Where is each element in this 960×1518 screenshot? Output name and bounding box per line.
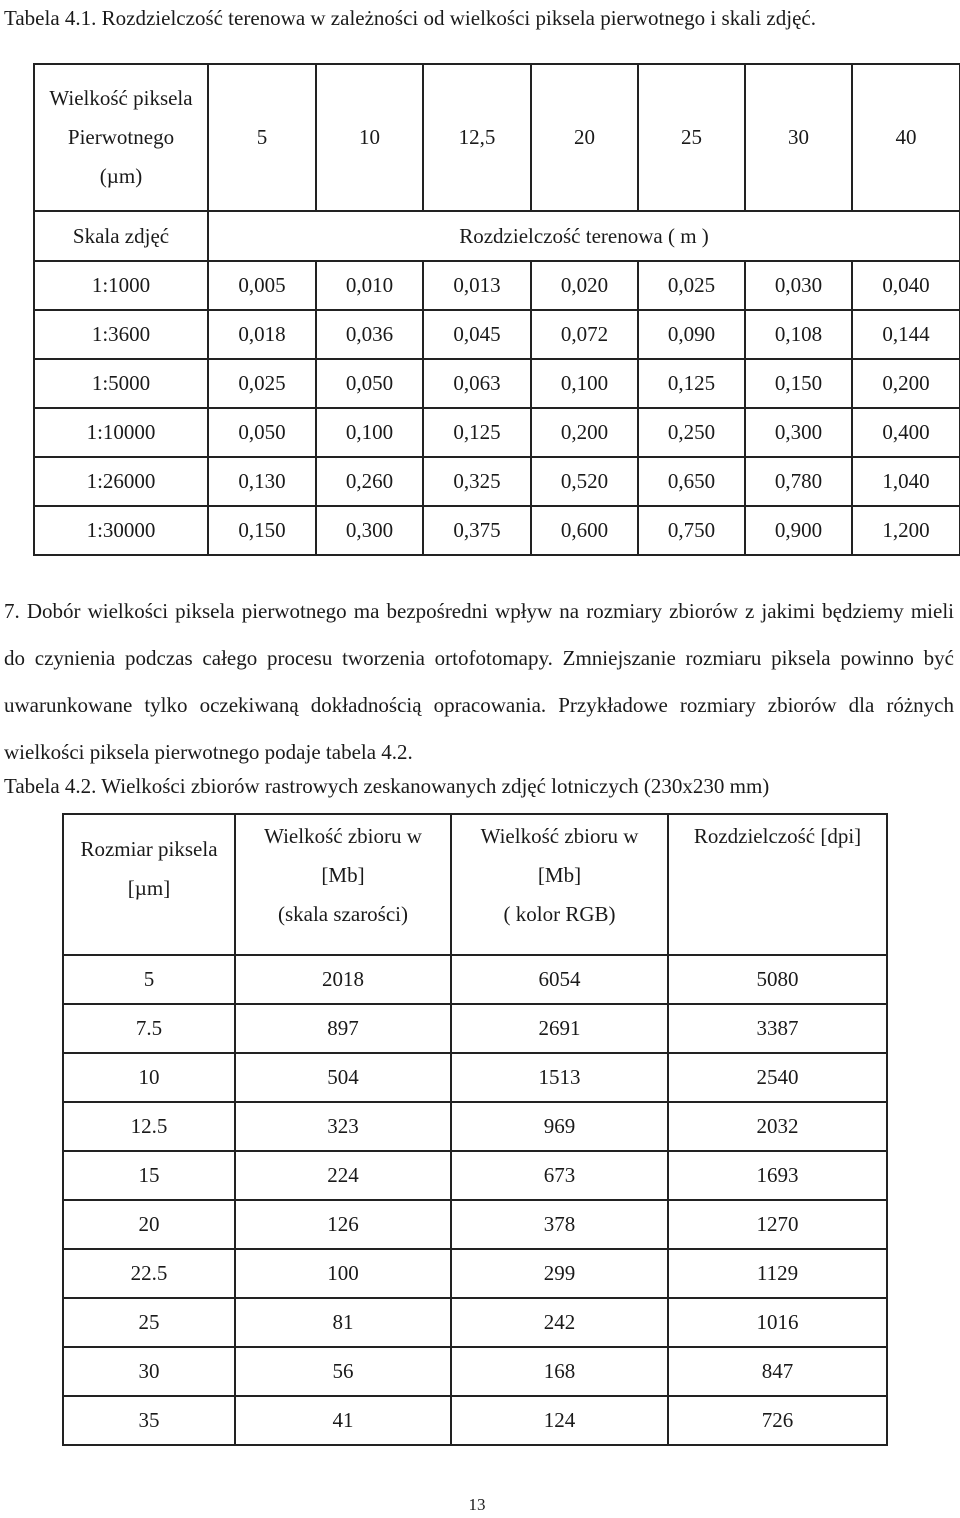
- header-line: Rozmiar piksela: [80, 837, 218, 861]
- pixel-size-label-line: (µm): [99, 164, 143, 188]
- table2-row: [63, 1249, 887, 1298]
- pixel-size-cell: 5: [63, 955, 235, 1004]
- resolution-cell: 0,100: [316, 408, 423, 457]
- resolution-cell: 0,005: [208, 261, 316, 310]
- scale-cell: 1:5000: [34, 359, 208, 408]
- table2-row: [63, 1151, 887, 1200]
- grayscale-size-cell: 41: [235, 1396, 451, 1445]
- table1-body: [34, 261, 960, 555]
- header-pixel-size: [63, 814, 235, 955]
- pixel-size-header: 30: [745, 64, 852, 211]
- header-size-grayscale: [235, 814, 451, 955]
- resolution-cell: 0,325: [423, 457, 531, 506]
- header-line: [Mb]: [321, 863, 365, 887]
- rgb-size-cell: 168: [451, 1347, 668, 1396]
- resolution-cell: 0,400: [852, 408, 960, 457]
- table2-row: [63, 955, 887, 1004]
- rgb-size-cell: 969: [451, 1102, 668, 1151]
- table2-row: [63, 1004, 887, 1053]
- resolution-cell: 0,300: [316, 506, 423, 555]
- dpi-cell: 726: [668, 1396, 887, 1445]
- pixel-size-header: 5: [208, 64, 316, 211]
- table2-row: [63, 1298, 887, 1347]
- resolution-cell: 0,063: [423, 359, 531, 408]
- pixel-size-header: 40: [852, 64, 960, 211]
- header-line: ( kolor RGB): [503, 902, 616, 926]
- table1-row: [34, 506, 960, 555]
- resolution-cell: 0,130: [208, 457, 316, 506]
- pixel-size-cell: 30: [63, 1347, 235, 1396]
- table2-row: [63, 1396, 887, 1445]
- header-line: Wielkość zbioru w: [264, 824, 422, 848]
- resolution-cell: 0,780: [745, 457, 852, 506]
- resolution-cell: 0,050: [208, 408, 316, 457]
- dpi-cell: 1129: [668, 1249, 887, 1298]
- page-number: 13: [468, 1495, 486, 1514]
- dpi-cell: 2032: [668, 1102, 887, 1151]
- pixel-size-cell: 12.5: [63, 1102, 235, 1151]
- table1-caption: Tabela 4.1. Rozdzielczość terenowa w zależności od wielkości piksela pierwotnego i skali zdjęć.: [4, 6, 816, 30]
- grayscale-size-cell: 126: [235, 1200, 451, 1249]
- pixel-size-cell: 35: [63, 1396, 235, 1445]
- body-paragraph: 7. Dobór wielkości piksela pierwotnego ma bezpośredni wpływ na rozmiary zbiorów z jakimi będziemy mieli do czynienia podczas całego procesu tworzenia ortofotomapy. Zmniejszanie rozmiaru piksela powinno być uwarunkowane tylko oczekiwaną dokładnością opracowania. Przykładowe rozmiary zbiorów dla różnych wielkości piksela pierwotnego podaje tabela 4.2.: [4, 599, 954, 764]
- resolution-cell: 0,025: [208, 359, 316, 408]
- pixel-size-cell: 10: [63, 1053, 235, 1102]
- resolution-cell: 0,025: [638, 261, 745, 310]
- grayscale-size-cell: 100: [235, 1249, 451, 1298]
- resolution-cell: 0,125: [423, 408, 531, 457]
- resolution-cell: 1,040: [852, 457, 960, 506]
- table2-caption: Tabela 4.2. Wielkości zbiorów rastrowych zeskanowanych zdjęć lotniczych (230x230 mm): [4, 774, 770, 798]
- table1-row: [34, 408, 960, 457]
- header-line: Wielkość zbioru w: [480, 824, 639, 848]
- table2-body: [63, 955, 887, 1445]
- grayscale-size-cell: 504: [235, 1053, 451, 1102]
- resolution-cell: 0,260: [316, 457, 423, 506]
- grayscale-size-cell: 323: [235, 1102, 451, 1151]
- grayscale-size-cell: 224: [235, 1151, 451, 1200]
- header-size-rgb: [451, 814, 668, 955]
- scale-label: Skala zdjęć: [34, 211, 208, 261]
- pixel-size-header: 10: [316, 64, 423, 211]
- table2-row: [63, 1053, 887, 1102]
- dpi-cell: 3387: [668, 1004, 887, 1053]
- grayscale-size-cell: 2018: [235, 955, 451, 1004]
- rgb-size-cell: 1513: [451, 1053, 668, 1102]
- resolution-cell: 0,375: [423, 506, 531, 555]
- table2-row: [63, 1102, 887, 1151]
- resolution-cell: 0,090: [638, 310, 745, 359]
- dpi-cell: 5080: [668, 955, 887, 1004]
- pixel-size-header: 20: [531, 64, 638, 211]
- pixel-size-cell: 7.5: [63, 1004, 235, 1053]
- resolution-cell: 0,200: [852, 359, 960, 408]
- table2-header-row: [63, 814, 887, 955]
- resolution-label: Rozdzielczość terenowa ( m ): [208, 211, 960, 261]
- resolution-cell: 1,200: [852, 506, 960, 555]
- resolution-cell: 0,900: [745, 506, 852, 555]
- pixel-size-label-line: Pierwotnego: [67, 125, 175, 149]
- scale-cell: 1:10000: [34, 408, 208, 457]
- resolution-cell: 0,125: [638, 359, 745, 408]
- table1-row: [34, 457, 960, 506]
- dpi-cell: 847: [668, 1347, 887, 1396]
- scale-cell: 1:26000: [34, 457, 208, 506]
- resolution-cell: 0,150: [208, 506, 316, 555]
- resolution-cell: 0,040: [852, 261, 960, 310]
- pixel-size-label: [34, 64, 208, 211]
- resolution-cell: 0,250: [638, 408, 745, 457]
- resolution-cell: 0,108: [745, 310, 852, 359]
- pixel-size-header: 25: [638, 64, 745, 211]
- dpi-cell: 1693: [668, 1151, 887, 1200]
- grayscale-size-cell: 81: [235, 1298, 451, 1347]
- resolution-cell: 0,072: [531, 310, 638, 359]
- table1-row: [34, 310, 960, 359]
- pixel-size-header: 12,5: [423, 64, 531, 211]
- pixel-size-cell: 25: [63, 1298, 235, 1347]
- resolution-cell: 0,030: [745, 261, 852, 310]
- resolution-cell: 0,650: [638, 457, 745, 506]
- pixel-size-cell: 15: [63, 1151, 235, 1200]
- rgb-size-cell: 299: [451, 1249, 668, 1298]
- resolution-cell: 0,520: [531, 457, 638, 506]
- header-line: [µm]: [127, 876, 171, 900]
- table1-subheader-row: [34, 211, 960, 261]
- resolution-cell: 0,144: [852, 310, 960, 359]
- scale-cell: 1:30000: [34, 506, 208, 555]
- table1-row: [34, 261, 960, 310]
- resolution-cell: 0,600: [531, 506, 638, 555]
- pixel-size-cell: 20: [63, 1200, 235, 1249]
- header-dpi: [668, 814, 887, 955]
- resolution-cell: 0,050: [316, 359, 423, 408]
- resolution-cell: 0,010: [316, 261, 423, 310]
- pixel-size-label-line: Wielkość piksela: [49, 86, 193, 110]
- header-line: Rozdzielczość [dpi]: [693, 824, 862, 848]
- grayscale-size-cell: 56: [235, 1347, 451, 1396]
- rgb-size-cell: 2691: [451, 1004, 668, 1053]
- dpi-cell: 2540: [668, 1053, 887, 1102]
- resolution-cell: 0,300: [745, 408, 852, 457]
- dpi-cell: 1016: [668, 1298, 887, 1347]
- resolution-cell: 0,013: [423, 261, 531, 310]
- table1-header-row: [34, 64, 960, 211]
- grayscale-size-cell: 897: [235, 1004, 451, 1053]
- resolution-cell: 0,018: [208, 310, 316, 359]
- rgb-size-cell: 673: [451, 1151, 668, 1200]
- rgb-size-cell: 124: [451, 1396, 668, 1445]
- resolution-cell: 0,045: [423, 310, 531, 359]
- resolution-cell: 0,200: [531, 408, 638, 457]
- resolution-cell: 0,020: [531, 261, 638, 310]
- resolution-cell: 0,150: [745, 359, 852, 408]
- pixel-size-cell: 22.5: [63, 1249, 235, 1298]
- dpi-cell: 1270: [668, 1200, 887, 1249]
- rgb-size-cell: 242: [451, 1298, 668, 1347]
- header-line: [Mb]: [537, 863, 582, 887]
- resolution-table: [33, 63, 960, 556]
- scale-cell: 1:1000: [34, 261, 208, 310]
- rgb-size-cell: 6054: [451, 955, 668, 1004]
- resolution-cell: 0,100: [531, 359, 638, 408]
- table2-row: [63, 1347, 887, 1396]
- rgb-size-cell: 378: [451, 1200, 668, 1249]
- header-line: (skala szarości): [277, 902, 409, 926]
- scale-cell: 1:3600: [34, 310, 208, 359]
- resolution-cell: 0,036: [316, 310, 423, 359]
- table1-row: [34, 359, 960, 408]
- file-size-table: [62, 813, 888, 1446]
- resolution-cell: 0,750: [638, 506, 745, 555]
- table2-row: [63, 1200, 887, 1249]
